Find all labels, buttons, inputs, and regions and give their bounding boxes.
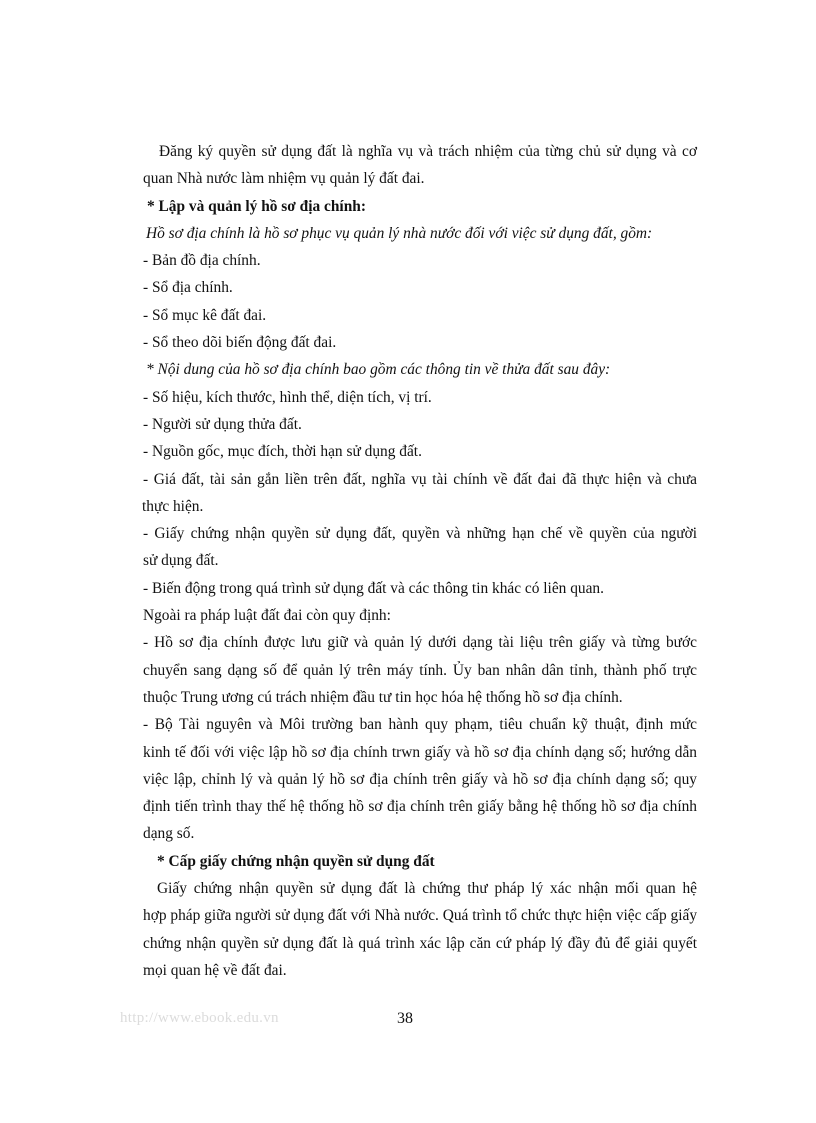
section-heading: * Lập và quản lý hồ sơ địa chính: bbox=[147, 197, 366, 215]
page-number: 38 bbox=[397, 1010, 413, 1027]
list-item: - Số hiệu, kích thước, hình thể, diện tích, vị trí. bbox=[143, 388, 432, 406]
paragraph-line: Giấy chứng nhận quyền sử dụng đất là chứng thư pháp lý xác nhận mối quan hệ bbox=[157, 880, 697, 898]
subheading-line: * Nội dung của hồ sơ địa chính bao gồm các thông tin về thửa đất sau đây: bbox=[146, 361, 611, 379]
paragraph-line: thuộc Trung ương cú trách nhiệm đầu tư tin học hóa hệ thống hồ sơ địa chính. bbox=[143, 688, 623, 706]
list-item: - Biến động trong quá trình sử dụng đất và các thông tin khác có liên quan. bbox=[143, 579, 604, 597]
list-item: - Giá đất, tài sản gắn liền trên đất, nghĩa vụ tài chính về đất đai đã thực hiện và chưa bbox=[143, 470, 697, 488]
paragraph-line: chứng nhận quyền sử dụng đất là quá trình xác lập căn cứ pháp lý đầy đủ để giải quyết bbox=[143, 934, 697, 952]
paragraph-line: sử dụng đất. bbox=[143, 552, 219, 570]
paragraph-line: định tiến trình thay thế hệ thống hồ sơ địa chính trên giấy bằng hệ thống hồ sơ địa chính bbox=[143, 798, 697, 816]
list-item: - Bản đồ địa chính. bbox=[143, 252, 261, 270]
section-heading: * Cấp giấy chứng nhận quyền sử dụng đất bbox=[157, 852, 435, 870]
paragraph-line: Đăng ký quyền sử dụng đất là nghĩa vụ và trách nhiệm của từng chủ sử dụng và cơ bbox=[159, 143, 697, 160]
list-item: - Giấy chứng nhận quyền sử dụng đất, quyền và những hạn chế về quyền của người bbox=[143, 525, 697, 543]
footer-url: http://www.ebook.edu.vn bbox=[120, 1010, 279, 1026]
list-item: - Người sử dụng thửa đất. bbox=[143, 415, 302, 433]
paragraph-line: Ngoài ra pháp luật đất đai còn quy định: bbox=[143, 607, 391, 625]
list-item: - Sổ mục kê đất đai. bbox=[143, 306, 267, 324]
paragraph-line: Hồ sơ địa chính là hồ sơ phục vụ quản lý nhà nước đối với việc sử dụng đất, gồm: bbox=[146, 224, 653, 242]
paragraph-line: mọi quan hệ về đất đai. bbox=[143, 961, 287, 979]
list-item: - Hồ sơ địa chính được lưu giữ và quản lý dưới dạng tài liệu trên giấy và từng bước bbox=[143, 634, 697, 652]
paragraph-line: dạng số. bbox=[143, 825, 195, 843]
list-item: - Sổ địa chính. bbox=[143, 279, 233, 297]
list-item: - Nguồn gốc, mục đích, thời hạn sử dụng đất. bbox=[143, 443, 422, 461]
list-item: - Sổ theo dõi biến động đất đai. bbox=[143, 334, 337, 352]
paragraph-line: chuyển sang dạng số để quản lý trên máy tính. Ủy ban nhân dân tỉnh, thành phố trực bbox=[143, 661, 697, 679]
document-body bbox=[143, 138, 697, 984]
paragraph-line: việc lập, chỉnh lý và quản lý hồ sơ địa chính trên giấy và hồ sơ địa chính dạng số; quy bbox=[143, 770, 697, 788]
paragraph-line: hợp pháp giữa người sử dụng đất với Nhà nước. Quá trình tổ chức thực hiện việc cấp giấy bbox=[143, 907, 698, 925]
paragraph-line: quan Nhà nước làm nhiệm vụ quản lý đất đai. bbox=[143, 170, 425, 188]
paragraph-line: kinh tế đối với việc lập hồ sơ địa chính trwn giấy và hồ sơ địa chính dạng số; hướng dẫn bbox=[143, 743, 697, 761]
list-item: - Bộ Tài nguyên và Môi trường ban hành quy phạm, tiêu chuẩn kỹ thuật, định mức bbox=[143, 716, 697, 734]
paragraph-line: thực hiện. bbox=[142, 497, 204, 515]
